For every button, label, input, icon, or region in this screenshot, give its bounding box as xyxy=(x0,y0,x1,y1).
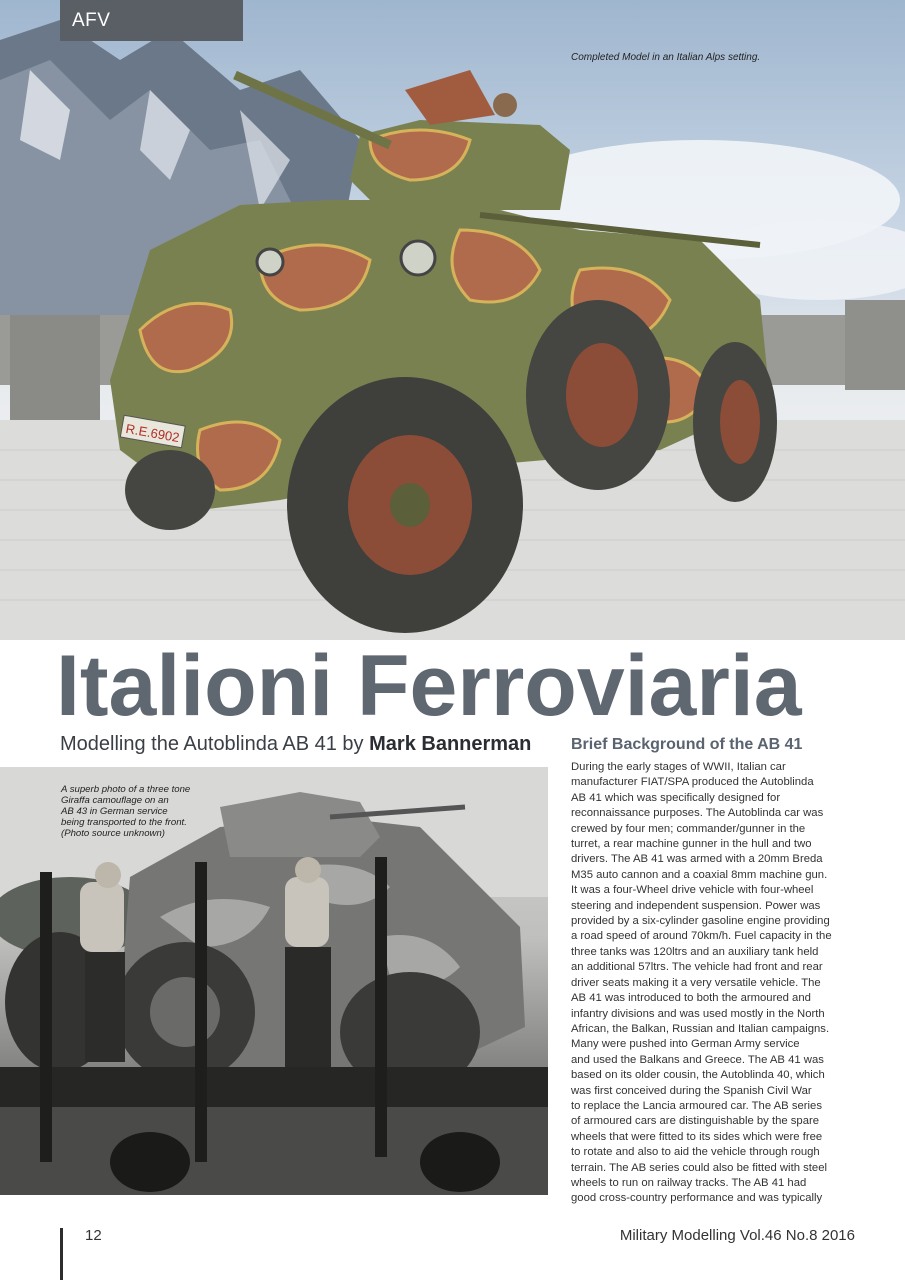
body-line: It was a four-Wheel drive vehicle with four-wheel xyxy=(571,884,814,897)
body-line: crewed by four men; commander/gunner in the xyxy=(571,822,806,835)
body-line: three tanks was 120ltrs and an auxiliary tank held xyxy=(571,945,819,958)
body-line: to replace the Lancia armoured car. The AB series xyxy=(571,1099,822,1112)
rear-wheel xyxy=(526,300,670,490)
body-line: and used the Balkans and Greece. The AB 41 was xyxy=(571,1053,824,1066)
plate-text: R.E.6902 xyxy=(124,420,181,446)
page-margin-rule xyxy=(60,1228,63,1280)
far-rear-wheel xyxy=(693,342,777,502)
historical-photo-caption xyxy=(61,784,231,839)
body-line: reconnaissance purposes. The Autoblinda car was xyxy=(571,807,824,820)
body-line: was first conceived during the Spanish Civil War xyxy=(571,1084,812,1097)
body-line: a road speed of around 70km/h. Fuel capacity in the xyxy=(571,930,832,943)
author-name: Mark Bannerman xyxy=(369,733,532,755)
hero-photo-caption: Completed Model in an Italian Alps setting. xyxy=(571,52,761,63)
body-line: based on its older cousin, the Autoblinda 40, which xyxy=(571,1069,825,1082)
body-line: manufacturer FIAT/SPA produced the Autoblinda xyxy=(571,776,814,789)
body-line: During the early stages of WWII, Italian car xyxy=(571,761,786,773)
body-line: steering and independent suspension. Power was xyxy=(571,899,821,912)
body-line: to rotate and also to aid the vehicle through rough xyxy=(571,1146,820,1159)
body-line: M35 auto cannon and a coaxial 8mm machine gun. xyxy=(571,868,828,881)
body-line: wheels to run on railway tracks. The AB 41 had xyxy=(571,1176,807,1189)
body-line: drivers. The AB 41 was armed with a 20mm Breda xyxy=(571,853,823,866)
body-line: wheels that were fitted to its sides which were free xyxy=(571,1130,823,1143)
body-line: Many were pushed into German Army service xyxy=(571,1038,800,1051)
body-line: AB 41 which was specifically designed for xyxy=(571,791,781,804)
body-line: terrain. The AB series could also be fitted with steel xyxy=(571,1161,827,1174)
caption-line: being transported to the front. xyxy=(61,817,187,828)
article-body xyxy=(571,760,861,1207)
caption-line: Giraffa camouflage on an xyxy=(61,795,169,806)
body-line: infantry divisions and was used mostly in the North xyxy=(571,1007,825,1020)
page-number: 12 xyxy=(85,1227,102,1244)
article-subtitle xyxy=(60,733,531,756)
body-line: good cross-country performance and was typically xyxy=(571,1192,823,1205)
caption-line: (Photo source unknown) xyxy=(61,828,165,839)
body-line: AB 41 was introduced to both the armoured and xyxy=(571,992,811,1005)
body-line: driver seats making it a very versatile vehicle. The xyxy=(571,976,821,989)
caption-line: A superb photo of a three tone xyxy=(61,784,191,795)
body-line: an additional 57ltrs. The vehicle had front and rear xyxy=(571,961,823,974)
subtitle-prefix: Modelling the Autoblinda AB 41 by xyxy=(60,733,370,755)
section-heading: Brief Background of the AB 41 xyxy=(571,736,803,753)
article-title: Italioni Ferroviaria xyxy=(56,638,802,734)
caption-line: AB 43 in German service xyxy=(61,806,168,817)
section-tag: AFV xyxy=(60,0,243,41)
body-line: African, the Balkan, Russian and Italian campaigns. xyxy=(571,1022,830,1035)
body-line: of armoured cars are distinguishable by the spare xyxy=(571,1115,820,1128)
body-line: turret, a rear machine gunner in the hull and two xyxy=(571,838,812,851)
left-front-wheel xyxy=(125,450,215,530)
body-line: provided by a six-cylinder gasoline engine providing xyxy=(571,915,830,928)
front-wheel xyxy=(287,377,523,633)
publication-info: Military Modelling Vol.46 No.8 2016 xyxy=(619,1227,855,1244)
